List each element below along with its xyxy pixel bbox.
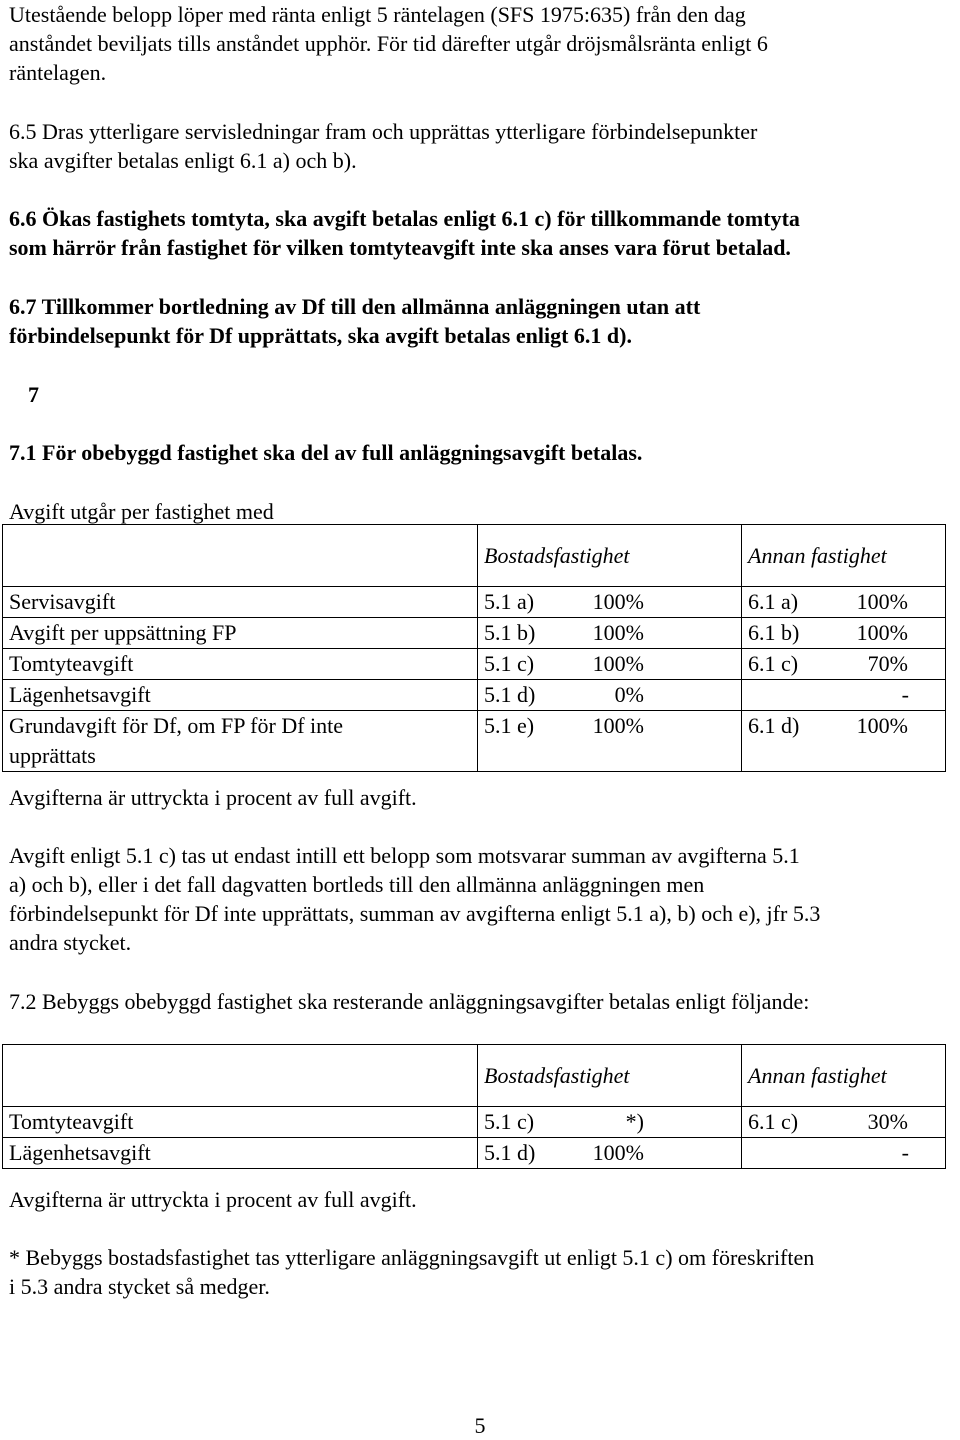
para-6-5-line-2: ska avgifter betalas enligt 6.1 a) och b). (9, 148, 357, 173)
intro-line-1: Utestående belopp löper med ränta enligt 5 räntelagen (SFS 1975:635) från den dag (9, 2, 746, 27)
annan-cell (742, 618, 946, 649)
para-6-6-line-1: 6.6 Ökas fastighets tomtyta, ska avgift betalas enligt 6.1 c) för tillkommande tomtyta (9, 206, 800, 231)
footnote-line-1: * Bebyggs bostadsfastighet tas ytterligare anläggningsavgift ut enligt 5.1 c) om föreskriften (9, 1245, 815, 1270)
annan-pct: 100% (856, 589, 908, 614)
bostad-cell (478, 1107, 742, 1138)
annan-cell (742, 711, 946, 772)
bostad-cell (478, 680, 742, 711)
row-label: Lägenhetsavgift (3, 1138, 478, 1169)
bostad-cell (478, 587, 742, 618)
annan-pct: - (901, 1140, 909, 1165)
bostad-cell (478, 711, 742, 772)
table1-caption: Avgift utgår per fastighet med (9, 499, 274, 524)
table-row (3, 1107, 946, 1138)
para-6-6-line-2: som härrör från fastighet för vilken tomtyteavgift inte ska anses vara förut betalad. (9, 235, 791, 260)
annan-pct: 70% (867, 651, 908, 676)
annan-pct: 30% (867, 1109, 908, 1134)
table-header-row (3, 1045, 946, 1107)
table-header-row (3, 525, 946, 587)
annan-pct: 100% (856, 620, 908, 645)
para-6-5-line-1: 6.5 Dras ytterligare servisledningar fram och upprättas ytterligare förbindelsepunkter (9, 119, 758, 144)
bostad-cell (478, 649, 742, 680)
bostad-pct: 100% (592, 651, 644, 676)
footnote-line-2: i 5.3 andra stycket så medger. (9, 1274, 270, 1299)
row-label (3, 711, 478, 772)
annan-ref: 6.1 c) (748, 651, 799, 676)
note-percent-1: Avgifterna är uttryckta i procent av full avgift. (9, 785, 417, 810)
annan-ref: 6.1 c) (748, 1109, 799, 1134)
annan-ref: 6.1 d) (748, 713, 800, 738)
annan-pct: - (901, 682, 909, 707)
para-6-7-line-2: förbindelsepunkt för Df upprättats, ska avgift betalas enligt 6.1 d). (9, 323, 632, 348)
table-row (3, 1138, 946, 1169)
fee-table-built (2, 1044, 946, 1169)
bostad-pct: *) (625, 1109, 644, 1134)
para-avgift-line-2: a) och b), eller i det fall dagvatten bortleds till den allmänna anläggningen men (9, 872, 705, 897)
row-label: Avgift per uppsättning FP (3, 618, 478, 649)
intro-line-3: räntelagen. (9, 60, 107, 85)
bostad-cell (478, 1138, 742, 1169)
intro-line-2: anståndet beviljats tills anståndet upphör. För tid därefter utgår dröjsmålsränta enligt 6 (9, 31, 768, 56)
annan-ref: 6.1 b) (748, 620, 800, 645)
annan-cell (742, 1138, 946, 1169)
table-row (3, 618, 946, 649)
bostad-pct: 100% (592, 620, 644, 645)
annan-pct: 100% (856, 713, 908, 738)
table-row (3, 649, 946, 680)
note-percent-2: Avgifterna är uttryckta i procent av full avgift. (9, 1187, 417, 1212)
para-avgift-line-1: Avgift enligt 5.1 c) tas ut endast intill ett belopp som motsvarar summan av avgifterna 5.1 (9, 843, 800, 868)
page-number: 5 (474, 1413, 486, 1438)
annan-cell (742, 587, 946, 618)
para-avgift-line-3: förbindelsepunkt för Df inte upprättats, summan av avgifterna enligt 5.1 a), b) och e), jfr 5.3 (9, 901, 821, 926)
bostad-ref: 5.1 c) (484, 1109, 535, 1134)
bostad-ref: 5.1 d) (484, 1140, 536, 1165)
row-label: Servisavgift (3, 587, 478, 618)
bostad-ref: 5.1 a) (484, 589, 535, 614)
bostad-pct: 100% (592, 589, 644, 614)
annan-cell (742, 649, 946, 680)
bostad-cell (478, 618, 742, 649)
row-label: Lägenhetsavgift (3, 680, 478, 711)
header-annan-fastighet: Annan fastighet (742, 525, 946, 587)
para-6-7-line-1: 6.7 Tillkommer bortledning av Df till den allmänna anläggningen utan att (9, 294, 701, 319)
annan-cell (742, 1107, 946, 1138)
table-row (3, 711, 946, 772)
table-row (3, 587, 946, 618)
bostad-pct: 100% (592, 713, 644, 738)
row-label-text: Grundavgift för Df, om FP för Df inte upprättats (9, 713, 344, 768)
table-header-empty (3, 1045, 478, 1107)
header-bostadsfastighet: Bostadsfastighet (478, 1045, 742, 1107)
annan-ref: 6.1 a) (748, 589, 799, 614)
header-bostadsfastighet: Bostadsfastighet (478, 525, 742, 587)
para-7-2: 7.2 Bebyggs obebyggd fastighet ska resterande anläggningsavgifter betalas enligt följande: (9, 989, 810, 1014)
row-label: Tomtyteavgift (3, 1107, 478, 1138)
section-heading: 7 (28, 382, 39, 407)
bostad-ref: 5.1 b) (484, 620, 536, 645)
row-label: Tomtyteavgift (3, 649, 478, 680)
header-annan-fastighet: Annan fastighet (742, 1045, 946, 1107)
bostad-pct: 0% (614, 682, 644, 707)
para-avgift-line-4: andra stycket. (9, 930, 132, 955)
table-header-empty (3, 525, 478, 587)
bostad-ref: 5.1 d) (484, 682, 536, 707)
annan-cell (742, 680, 946, 711)
bostad-pct: 100% (592, 1140, 644, 1165)
fee-table-unbuilt (2, 524, 946, 772)
table-row (3, 680, 946, 711)
bostad-ref: 5.1 c) (484, 651, 535, 676)
para-7-1: 7.1 För obebyggd fastighet ska del av full anläggningsavgift betalas. (9, 440, 643, 465)
bostad-ref: 5.1 e) (484, 713, 535, 738)
